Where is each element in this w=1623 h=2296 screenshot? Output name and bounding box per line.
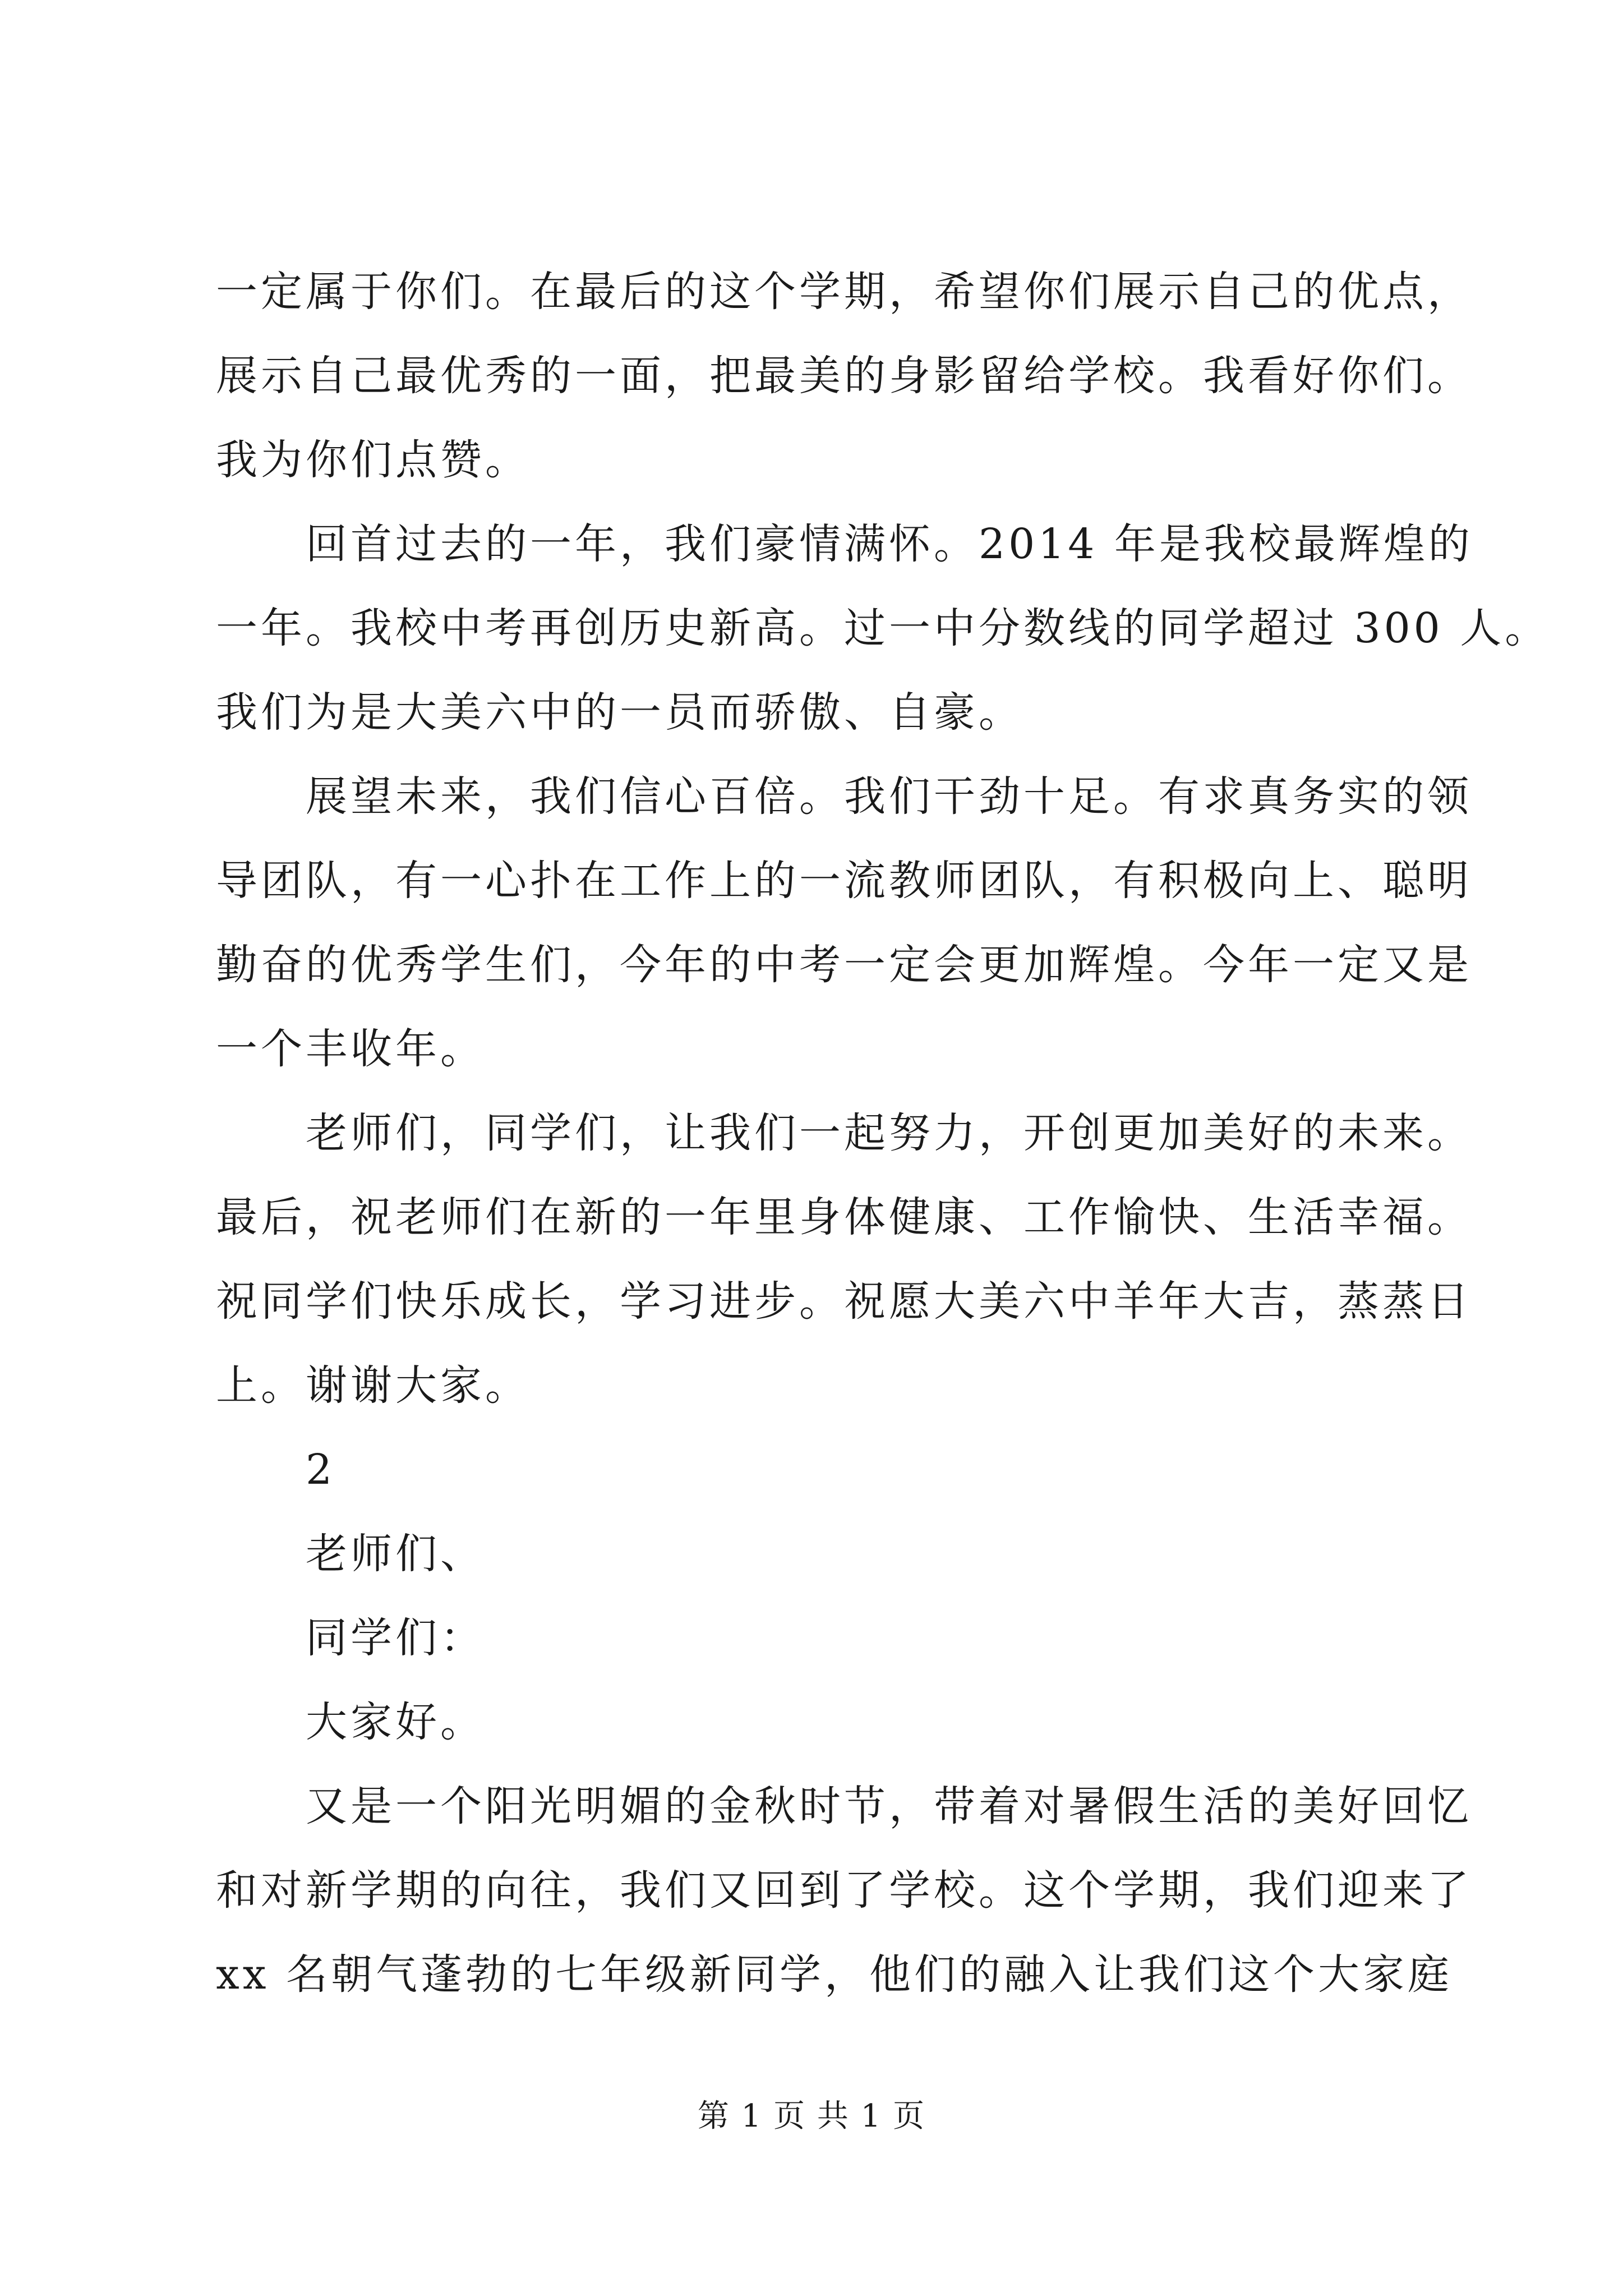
text-line: 一个丰收年。 xyxy=(216,1025,485,1073)
section-number: 2 xyxy=(306,1446,336,1494)
salutation-line: 同学们： xyxy=(306,1614,485,1662)
text-line: 导团队，有一心扑在工作上的一流教师团队，有积极向上、聪明 xyxy=(216,857,1472,905)
text-line: 最后，祝老师们在新的一年里身体健康、工作愉快、生活幸福。 xyxy=(216,1193,1472,1241)
text-line: xx 名朝气蓬勃的七年级新同学，他们的融入让我们这个大家庭 xyxy=(216,1950,1453,1999)
text-line: 和对新学期的向往，我们又回到了学校。这个学期，我们迎来了 xyxy=(216,1866,1472,1915)
text-line: 上。谢谢大家。 xyxy=(216,1361,530,1410)
text-line: 一年。我校中考再创历史新高。过一中分数线的同学超过 300 人。 xyxy=(216,604,1550,652)
text-line: 展示自己最优秀的一面，把最美的身影留给学校。我看好你们。 xyxy=(216,352,1472,400)
text-line: 我为你们点赞。 xyxy=(216,436,530,484)
document-body xyxy=(216,250,1550,2017)
text-line: 我们为是大美六中的一员而骄傲、自豪。 xyxy=(216,688,1023,737)
text-line: 回首过去的一年，我们豪情满怀。2014 年是我校最辉煌的 xyxy=(306,520,1473,568)
text-line: 一定属于你们。在最后的这个学期，希望你们展示自己的优点， xyxy=(216,268,1472,316)
text-line: 勤奋的优秀学生们，今年的中考一定会更加辉煌。今年一定又是 xyxy=(216,941,1472,989)
salutation-line: 老师们、 xyxy=(306,1530,485,1578)
text-line: 展望未来，我们信心百倍。我们干劲十足。有求真务实的领 xyxy=(306,772,1472,821)
greeting-line: 大家好。 xyxy=(306,1698,485,1746)
page-number-label: 第 1 页 共 1 页 xyxy=(697,2098,926,2134)
text-line: 又是一个阳光明媚的金秋时节，带着对暑假生活的美好回忆 xyxy=(306,1782,1472,1830)
text-line: 老师们，同学们，让我们一起努力，开创更加美好的未来。 xyxy=(306,1109,1472,1157)
page-footer xyxy=(0,2097,1623,2136)
text-line: 祝同学们快乐成长，学习进步。祝愿大美六中羊年大吉，蒸蒸日 xyxy=(216,1277,1472,1326)
